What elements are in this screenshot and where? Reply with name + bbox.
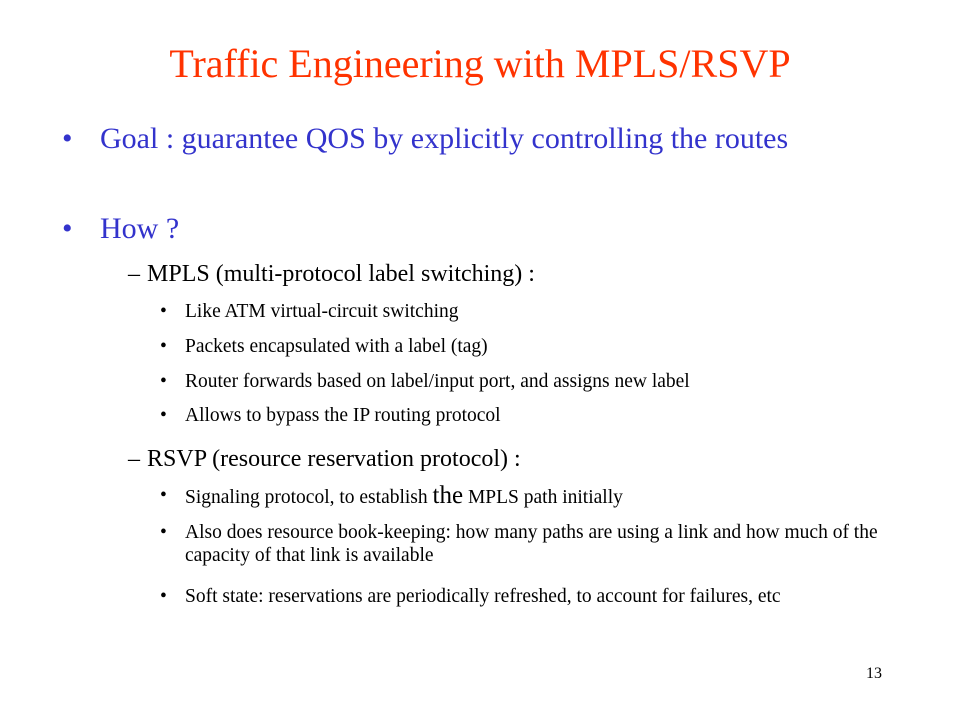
list-item bbox=[160, 521, 900, 567]
bullet-marker: • bbox=[160, 586, 167, 607]
rsvp-heading bbox=[128, 445, 918, 473]
bullet-marker: • bbox=[160, 485, 167, 506]
bullet-marker: • bbox=[160, 301, 167, 322]
dash-marker: – bbox=[128, 446, 140, 472]
list-item bbox=[160, 370, 900, 393]
list-item-text: Packets encapsulated with a label (tag) bbox=[185, 336, 488, 357]
list-item bbox=[160, 300, 900, 323]
bullet-marker: • bbox=[160, 336, 167, 357]
item-text-post: MPLS path initially bbox=[463, 487, 623, 508]
bullet-marker: • bbox=[160, 371, 167, 392]
bullet-marker: • bbox=[160, 405, 167, 426]
list-item bbox=[160, 484, 900, 509]
bullet-how bbox=[62, 212, 882, 245]
list-item-text: Router forwards based on label/input port, and assigns new label bbox=[185, 371, 690, 392]
item-text-pre: Signaling protocol, to establish bbox=[185, 487, 433, 508]
rsvp-heading-text: RSVP (resource reservation protocol) : bbox=[147, 446, 521, 472]
bullet-how-text: How ? bbox=[100, 212, 180, 245]
list-item-text: Like ATM virtual-circuit switching bbox=[185, 301, 459, 322]
list-item-text bbox=[185, 484, 900, 509]
list-item-text: Soft state: reservations are periodically refreshed, to account for failures, etc bbox=[185, 586, 781, 607]
list-item bbox=[160, 335, 900, 358]
list-item bbox=[160, 404, 900, 427]
mpls-heading-text: MPLS (multi-protocol label switching) : bbox=[147, 261, 535, 287]
dash-marker: – bbox=[128, 261, 140, 287]
list-item-text: Allows to bypass the IP routing protocol bbox=[185, 405, 501, 426]
bullet-marker: • bbox=[62, 212, 73, 245]
page-number: 13 bbox=[866, 665, 882, 682]
bullet-marker: • bbox=[62, 122, 73, 155]
bullet-goal-text: Goal : guarantee QOS by explicitly controlling the routes bbox=[100, 122, 789, 155]
bullet-goal bbox=[62, 122, 882, 155]
bullet-marker: • bbox=[160, 522, 167, 543]
list-item bbox=[160, 585, 900, 608]
item-text-emphasis: the bbox=[432, 482, 464, 509]
slide-title: Traffic Engineering with MPLS/RSVP bbox=[169, 41, 791, 86]
mpls-heading bbox=[128, 260, 918, 288]
list-item-text: Also does resource book-keeping: how many paths are using a link and how much of the capacity of that link is available bbox=[185, 522, 878, 566]
